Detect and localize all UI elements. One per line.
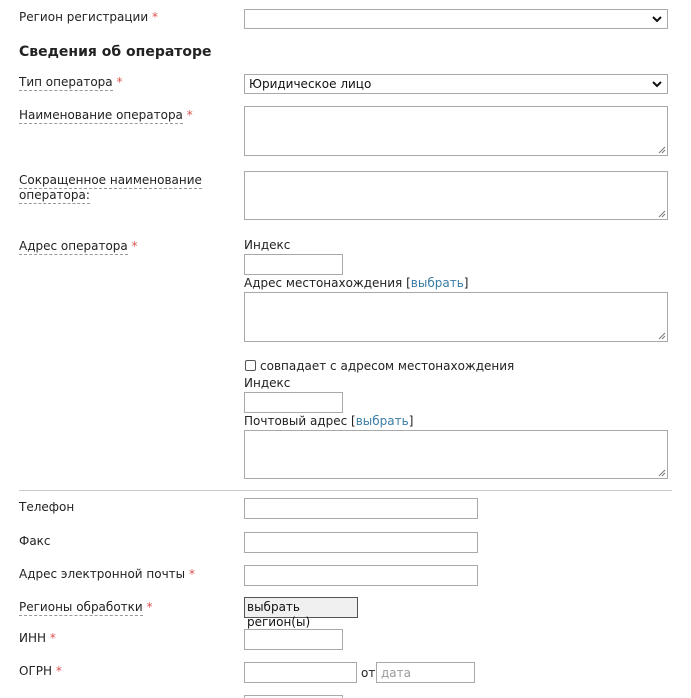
region-label: Регион регистрации * (19, 10, 158, 24)
ogrn-label: ОГРН * (19, 664, 62, 678)
section-divider (19, 490, 672, 491)
operator-section-heading: Сведения об операторе (19, 44, 212, 60)
resize-grip-icon[interactable] (658, 146, 666, 154)
index-label: Индекс (244, 238, 291, 252)
processing-regions-label: Регионы обработки * (19, 600, 153, 614)
location-textarea[interactable] (244, 292, 668, 342)
choose-location-link[interactable]: выбрать (410, 276, 464, 290)
choose-postal-link[interactable]: выбрать (355, 414, 409, 428)
same-address-checkbox[interactable] (245, 360, 256, 371)
operator-type-label: Тип оператора * (19, 75, 123, 89)
operator-type-select[interactable]: Юридическое лицо (244, 74, 668, 94)
same-address-label: совпадает с адресом местонахождения (260, 359, 515, 373)
operator-name-textarea[interactable] (244, 106, 668, 156)
phone-input[interactable] (244, 498, 478, 519)
postal-address-textarea[interactable] (244, 430, 668, 479)
address-label: Адрес оператора * (19, 239, 138, 253)
email-label: Адрес электронной почты * (19, 567, 195, 581)
email-input[interactable] (244, 565, 478, 586)
ogrn-from-label: от (361, 666, 376, 680)
ogrn-date-input[interactable]: дата (376, 662, 475, 683)
postal-address-label: Почтовый адрес [выбрать] (244, 414, 414, 428)
location-label: Адрес местонахождения [выбрать] (244, 276, 469, 290)
ogrn-input[interactable] (244, 662, 357, 683)
postal-index-input[interactable] (244, 392, 343, 413)
resize-grip-icon[interactable] (658, 332, 666, 340)
region-select[interactable] (244, 9, 668, 29)
chevron-down-icon (652, 77, 662, 91)
inn-input[interactable] (244, 629, 343, 650)
short-name-textarea[interactable] (244, 171, 668, 220)
resize-grip-icon[interactable] (658, 469, 666, 477)
short-name-label: Сокращенное наименование оператора: (19, 173, 202, 202)
phone-label: Телефон (19, 500, 75, 514)
fax-label: Факс (19, 534, 51, 548)
postal-index-label: Индекс (244, 376, 291, 390)
inn-label: ИНН * (19, 631, 56, 645)
chevron-down-icon (652, 12, 662, 26)
fax-input[interactable] (244, 532, 478, 553)
resize-grip-icon[interactable] (658, 210, 666, 218)
operator-name-label: Наименование оператора * (19, 108, 193, 122)
index-input[interactable] (244, 254, 343, 275)
choose-regions-button[interactable]: выбрать регион(ы) (244, 597, 358, 618)
